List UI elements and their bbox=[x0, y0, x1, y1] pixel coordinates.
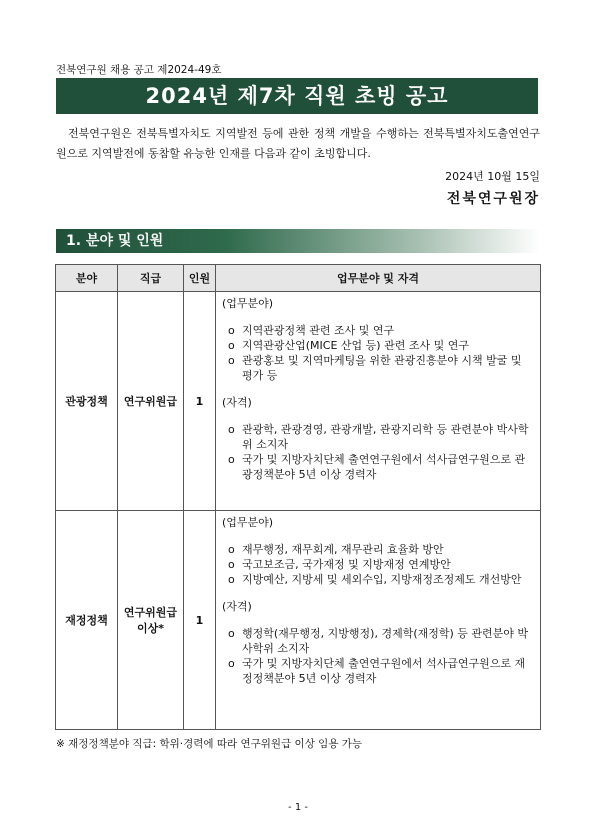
header-duties: 업무분야 및 자격 bbox=[216, 265, 541, 292]
duties-heading: (업무분야) bbox=[222, 516, 274, 529]
header-count: 인원 bbox=[184, 265, 216, 292]
list-item: o 국가 및 지방자치단체 출연연구원에서 석사급연구원으로 관광정책분야 5년 이상 경력자 bbox=[228, 453, 526, 481]
intro-paragraph: 전북연구원은 전북특별자치도 지역발전 등에 관한 정책 개발을 수행하는 전북특별자치도출연연구원으로 지역발전에 동참할 유능한 인재를 다음과 같이 초빙합니다. bbox=[56, 127, 540, 160]
header-rank: 직급 bbox=[118, 265, 184, 292]
quals-heading: (자격) bbox=[222, 600, 252, 613]
duties-cell bbox=[216, 511, 541, 730]
list-item: o 관광홍보 및 지역마케팅을 위한 관광진흥분야 시책 발굴 및 평가 등 bbox=[228, 354, 522, 382]
page-number: - 1 - bbox=[288, 802, 308, 813]
list-item: o 관광학, 관광경영, 관광개발, 관광지리학 등 관련분야 박사학위 소지자 bbox=[228, 423, 529, 451]
signer-name: 전북연구원장 bbox=[446, 191, 540, 207]
duties-list bbox=[222, 323, 534, 383]
recruitment-table bbox=[55, 264, 541, 730]
duties-list bbox=[222, 542, 534, 587]
field-cell: 재정정책 bbox=[56, 511, 118, 730]
table-row bbox=[56, 292, 541, 511]
table-header-row bbox=[56, 265, 541, 292]
page-title: 2024년 제7차 직원 초빙 공고 bbox=[56, 78, 538, 114]
list-item: o 지역관광정책 관련 조사 및 연구 bbox=[228, 324, 395, 337]
quals-list bbox=[222, 422, 534, 482]
duties-heading: (업무분야) bbox=[222, 297, 274, 310]
section-title: 1. 분야 및 인원 bbox=[56, 229, 540, 253]
count-cell: 1 bbox=[184, 511, 216, 730]
quals-heading: (자격) bbox=[222, 396, 252, 409]
rank-cell: 연구위원급 bbox=[118, 292, 184, 511]
list-item: o 행정학(재무행정, 지방행정), 경제학(재정학) 등 관련분야 박사학위 소지자 bbox=[228, 627, 529, 655]
rank-cell: 연구위원급 이상* bbox=[118, 511, 184, 730]
count-cell: 1 bbox=[184, 292, 216, 511]
footnote: ※ 재정정책분야 직급: 학위·경력에 따라 연구위원급 이상 임용 가능 bbox=[56, 738, 363, 750]
list-item: o 국가 및 지방자치단체 출연연구원에서 석사급연구원으로 재정정책분야 5년 이상 경력자 bbox=[228, 657, 526, 685]
list-item: o 재무행정, 재무회계, 재무관리 효율화 방안 bbox=[228, 543, 444, 556]
duties-cell bbox=[216, 292, 541, 511]
quals-list bbox=[222, 626, 534, 686]
document-number: 전북연구원 채용 공고 제2024-49호 bbox=[56, 64, 222, 76]
list-item: o 국고보조금, 국가재정 및 지방재정 연계방안 bbox=[228, 558, 451, 571]
announcement-date: 2024년 10월 15일 bbox=[445, 170, 540, 183]
table-row bbox=[56, 511, 541, 730]
list-item: o 지역관광산업(MICE 산업 등) 관련 조사 및 연구 bbox=[228, 339, 469, 352]
header-field: 분야 bbox=[56, 265, 118, 292]
list-item: o 지방예산, 지방세 및 세외수입, 지방재정조정제도 개선방안 bbox=[228, 573, 522, 586]
field-cell: 관광정책 bbox=[56, 292, 118, 511]
